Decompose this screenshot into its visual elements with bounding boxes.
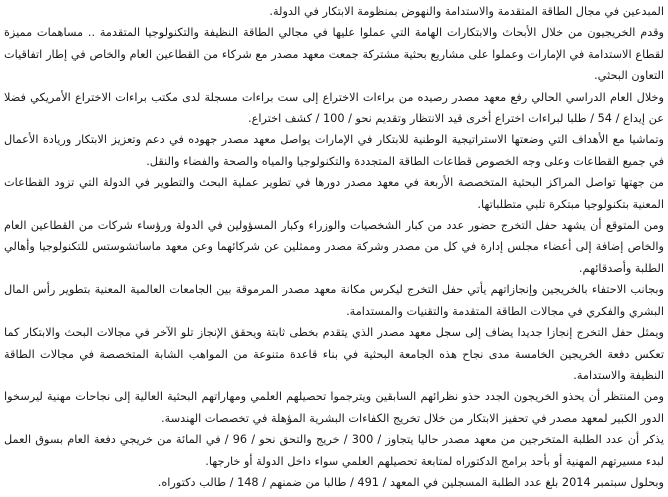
paragraph-new-achievement: ويمثل حفل التخرج إنجازا جديدا يضاف إلى سجل معهد مصدر الذي يتقدم بخطى ثابتة ويحقق الإنجاز تلو الآخر في مجالات البحث والابتكار كما تعكس دفعة الخريجين الخامسة مدى نجاح هذه الجامعة البحثية في بناء قاعدة متنوعة من المواهب الشابة المتخصصة في مجالات الطاقة النظيفة والاستدامة. bbox=[4, 326, 664, 382]
paragraph-institute-standing: وبجانب الاحتفاء بالخريجين وإنجازاتهم يأتي حفل التخرج ليكرس مكانة معهد مصدر المرموقة بين الجامعات العالمية المعنية بتطوير رأس المال البشري والفكري في مجالات الطاقة المتقدمة والتقنيات والمستدامة. bbox=[4, 283, 664, 318]
paragraph-innovators: المبدعين في مجال الطاقة المتقدمة والاستدامة والنهوض بمنظومة الابتكار في الدولة. bbox=[269, 5, 664, 18]
paragraph-enrollment-2014: وبحلول سبتمبر 2014 بلغ عدد الطلبة المسجلين في المعهد / 491 / طالبا من ضمنهم / 148 / طالب دكتوراه. bbox=[157, 475, 664, 489]
paragraph-research-centers: من جهتها تواصل المراكز البحثية المتخصصة الأربعة في معهد مصدر دورها في تطوير عملية البحث والتطوير في الدولة التي تزود القطاعات المعنية بتكنولوجيا مبتكرة تلبي متطلباتها. bbox=[4, 176, 664, 211]
article-body bbox=[0, 1, 668, 493]
paragraph-graduates-contributions: وقدم الخريجيون من خلال الأبحاث والابتكارات الهامة التي عملوا عليها في مجالي الطاقة النظيفة والتكنولوجيا المتقدمة .. مساهمات مميزة لقطاع الاستدامة في الإمارات وعملوا على مشاريع بحثية مشتركة جمعت معهد مصدر مع شركاء من القطاعين العام والخاص في إطار اتفاقيات التعاون البحثي. bbox=[4, 26, 664, 83]
paragraph-ceremony-attendance: ومن المتوقع أن يشهد حفل التخرج حضور عدد من كبار الشخصيات والوزراء وكبار المسؤولين في الدولة ورؤساء شركات من القطاعين العام والخاص إضافة إلى أعضاء مجلس إدارة في كل من مصدر وشركة مصدر وممثلين عن شركائهما وعن معهد ماساتشوستس للتكنولوجيا وأهالي الطلبة وأصدقائهم. bbox=[4, 219, 664, 275]
paragraph-graduates-expectations: ومن المنتظر أن يحذو الخريجون الجدد حذو نظرائهم السابقين ويترجموا تحصيلهم العلمي ومهاراتهم البحثية العالية إلى نجاحات مهنية ليرسخوا الدور الكبير لمعهد مصدر في تحفيز الابتكار من خلال تخريج الكفاءات البشرية المؤهلة في تخصصات الهندسة. bbox=[4, 390, 664, 425]
paragraph-national-strategy: وتماشيا مع الأهداف التي وضعتها الاستراتيجية الوطنية للابتكار في الإمارات يواصل معهد مصدر جهوده في دعم وتعزيز الابتكار وريادة الأعمال في جميع القطاعات وعلى وجه الخصوص قطاعات الطاقة المتجددة والتكنولوجيا والمياه والصحة والفضاء والنقل. bbox=[4, 133, 664, 168]
paragraph-patents: وخلال العام الدراسي الحالي رفع معهد مصدر رصيده من براءات الاختراع إلى ست براءات مسجلة لدى مكتب براءات الاختراع الأمريكي فضلا عن إيداع / 54 / طلبا لبراءات اختراع أخرى قيد الانتظار وتقديم نحو / 100 / كشف اختراع. bbox=[4, 90, 664, 126]
paragraph-graduate-statistics: يذكر أن عدد الطلبة المتخرجين من معهد مصدر حاليا يتجاوز / 300 / خريج والتحق نحو / 96 / في المائة من خريجي دفعة العام بسوق العمل لبدء مسيرتهم المهنية أو بأحد برامج الدكتوراه لمتابعة تحصيلهم العلمي سواء داخل الدولة أو خارجها. bbox=[4, 433, 665, 468]
